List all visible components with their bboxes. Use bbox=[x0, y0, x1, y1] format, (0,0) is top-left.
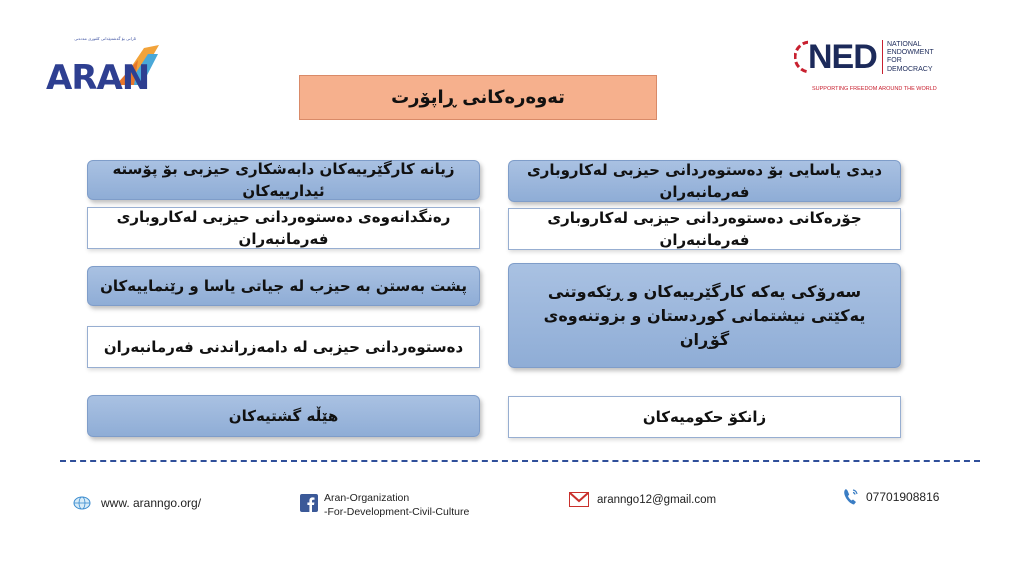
topic-box-left-1: زیانە كارگێرییەكان دابەشكاری حیزبی بۆ پۆستە ئیدارییەكان bbox=[87, 160, 480, 200]
email-address[interactable]: aranngo12@gmail.com bbox=[597, 493, 717, 506]
topic-box-left-5: هێڵە گشتیەكان bbox=[87, 395, 480, 437]
topic-box-left-4: دەستوەردانی حیزبی لە دامەزراندنی فەرمانبەران bbox=[87, 326, 480, 368]
topic-box-right-2: جۆرەكانی دەستوەردانی حیزبی لەكاروباری فەرمانبەران bbox=[508, 208, 901, 250]
footer-email[interactable] bbox=[569, 492, 716, 507]
footer-website[interactable] bbox=[73, 496, 201, 510]
mail-icon bbox=[569, 492, 589, 507]
topic-box-left-3: پشت بەستن بە حیزب لە جیاتی یاسا و رێنماییەكان bbox=[87, 266, 480, 306]
topic-box-left-2: رەنگدانەوەی دەستوەردانی حیزبی لەكاروباری فەرمانبەران bbox=[87, 207, 480, 249]
website-link[interactable]: www. aranngo.org/ bbox=[101, 496, 202, 510]
ned-tagline: SUPPORTING FREEDOM AROUND THE WORLD bbox=[812, 86, 937, 92]
footer-divider bbox=[60, 460, 980, 462]
ned-mark: NED bbox=[808, 38, 877, 76]
topic-box-right-4: زانكۆ حكومیەكان bbox=[508, 396, 901, 438]
facebook-line-2[interactable]: -For-Development-Civil-Culture bbox=[324, 506, 470, 518]
ned-org-name: NATIONAL ENDOWMENT FOR DEMOCRACY bbox=[887, 41, 934, 73]
phone-icon bbox=[842, 487, 860, 507]
aran-wordmark: ARAN bbox=[46, 58, 150, 98]
footer-phone[interactable] bbox=[842, 487, 939, 507]
facebook-line-1[interactable]: Aran-Organization bbox=[324, 492, 410, 504]
page-title: تەوەرەكانی ڕاپۆرت bbox=[299, 75, 657, 120]
topic-box-right-3: سەرۆكی یەكە كارگێرییەكان و ڕێكەوتنی یەكێتی نیشتمانی كوردستان و بزوتنەوەی گۆڕان bbox=[508, 263, 901, 368]
aran-logo bbox=[46, 36, 166, 98]
facebook-icon bbox=[300, 494, 318, 512]
ned-divider bbox=[882, 40, 883, 74]
footer-facebook[interactable] bbox=[300, 491, 469, 519]
globe-icon bbox=[73, 496, 91, 510]
topic-box-right-1: دیدی یاسایی بۆ دەستوەردانی حیزبی لەكاروباری فەرمانبەران bbox=[508, 160, 901, 202]
phone-number[interactable]: 07701908816 bbox=[866, 490, 940, 504]
ned-logo bbox=[794, 38, 954, 98]
aran-tagline: ئارانی بۆ گەشەپێدانی کلتوری مەدەنی bbox=[74, 36, 136, 41]
